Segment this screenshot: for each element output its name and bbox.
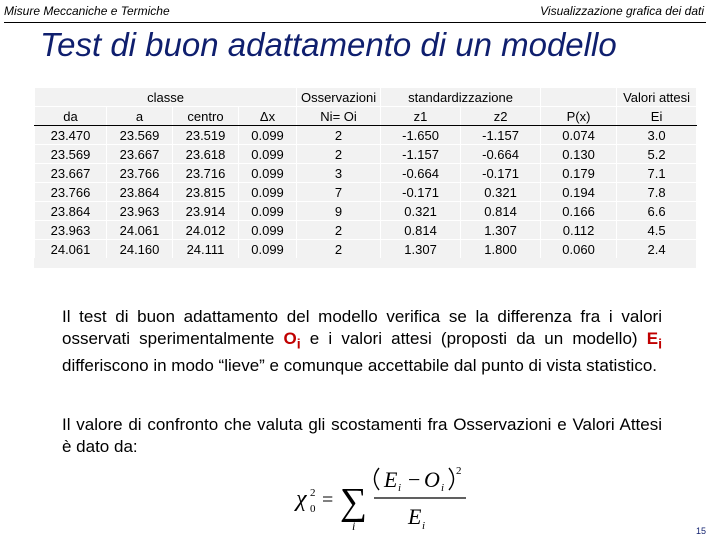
table-cell: 0.321 [461, 183, 541, 202]
observed-letter: O [283, 329, 297, 348]
numerator-E-subscript: i [398, 482, 402, 494]
table-cell: -1.157 [381, 145, 461, 164]
table-cell: 23.470 [35, 126, 107, 145]
numerator-E: E [384, 467, 398, 492]
data-table [34, 88, 697, 258]
table-cell: 0.099 [239, 202, 297, 221]
paragraph1-text-a: Il test di buon adattamento del modello verifica se la differenza fra i valori osservati sperimentalmente [62, 307, 662, 348]
column-header: z2 [461, 107, 541, 126]
table-cell: 1.307 [381, 240, 461, 259]
table-row [35, 240, 697, 259]
table-cell: 23.618 [173, 145, 239, 164]
table-cell: 5.2 [617, 145, 697, 164]
column-header: Ni= Oi [297, 107, 381, 126]
table-cell: 23.667 [35, 164, 107, 183]
equals-sign: = [322, 489, 334, 511]
observed-symbol [283, 329, 301, 353]
chi-subscript: 0 [310, 503, 316, 515]
table-cell: 0.179 [541, 164, 617, 183]
table-cell: 2 [297, 221, 381, 240]
expected-symbol [646, 329, 662, 353]
table-cell: 0.099 [239, 240, 297, 259]
table-cell: 7.8 [617, 183, 697, 202]
table-cell: 2 [297, 145, 381, 164]
table-cell: 0.321 [381, 202, 461, 221]
table-cell: 23.569 [107, 126, 173, 145]
table-cell: 23.963 [107, 202, 173, 221]
table-cell: 0.099 [239, 221, 297, 240]
header-divider [4, 22, 706, 23]
table-cell: 6.6 [617, 202, 697, 221]
table-cell: 1.800 [461, 240, 541, 259]
table-cell: 2 [297, 240, 381, 259]
table-cell: 0.130 [541, 145, 617, 164]
slide-title: Test di buon adattamento di un modello [40, 26, 617, 63]
chi-symbol: χ [296, 486, 307, 512]
table-row [35, 183, 697, 202]
table-cell: 0.099 [239, 164, 297, 183]
table-cell: 23.864 [107, 183, 173, 202]
table-row [35, 145, 697, 164]
column-header: z1 [381, 107, 461, 126]
page-number: 15 [695, 526, 706, 536]
group-header-standardizzazione: standardizzazione [381, 88, 541, 107]
table-row [35, 164, 697, 183]
table-cell: 3 [297, 164, 381, 183]
table-cell: 9 [297, 202, 381, 221]
group-header-osservazioni: Osservazioni [297, 88, 381, 107]
table-body [35, 126, 697, 259]
observed-subscript: i [296, 336, 301, 353]
expected-subscript: i [658, 336, 662, 353]
table-cell: -1.650 [381, 126, 461, 145]
data-table-container [34, 88, 696, 268]
chi-superscript: 2 [310, 487, 316, 499]
table-cell: 23.864 [35, 202, 107, 221]
paragraph1-text-b: e i valori attesi (proposti da un modello) [300, 329, 647, 348]
table-cell: 23.667 [107, 145, 173, 164]
header-section-title: Visualizzazione grafica dei dati [540, 4, 704, 18]
table-cell: 24.111 [173, 240, 239, 259]
table-cell: 2 [297, 126, 381, 145]
table-cell: 0.814 [381, 221, 461, 240]
sigma-subscript: i [352, 519, 356, 533]
table-cell: 0.099 [239, 183, 297, 202]
table-group-header-row [35, 88, 697, 107]
table-cell: 24.061 [35, 240, 107, 259]
paragraph-comparison-value: Il valore di confronto che valuta gli scostamenti fra Osservazioni e Valori Attesi è dato da: [62, 415, 662, 456]
table-cell: 0.194 [541, 183, 617, 202]
table-cell: 23.716 [173, 164, 239, 183]
denominator-E: E [408, 504, 422, 529]
table-cell: 2.4 [617, 240, 697, 259]
table-cell: 23.815 [173, 183, 239, 202]
sigma-symbol: ∑ [340, 481, 368, 523]
table-cell: 23.569 [35, 145, 107, 164]
expected-letter: E [646, 329, 659, 348]
right-paren [449, 468, 454, 490]
column-header: da [35, 107, 107, 126]
table-cell: 0.099 [239, 145, 297, 164]
table-cell: 3.0 [617, 126, 697, 145]
table-cell: 7 [297, 183, 381, 202]
group-header-empty [541, 88, 617, 107]
column-header: a [107, 107, 173, 126]
table-cell: 0.074 [541, 126, 617, 145]
table-row [35, 221, 697, 240]
paragraph-test-description [62, 306, 662, 377]
numerator-superscript: 2 [456, 465, 462, 477]
paragraph1-text-c: differiscono in modo “lieve” e comunque accettabile dal punto di vista statistico. [62, 356, 658, 376]
table-cell: 0.060 [541, 240, 617, 259]
denominator-E-subscript: i [422, 520, 426, 532]
table-cell: 0.099 [239, 126, 297, 145]
table-cell: -0.171 [381, 183, 461, 202]
numerator-O: O [424, 467, 440, 492]
column-header: centro [173, 107, 239, 126]
table-cell: -0.171 [461, 164, 541, 183]
table-cell: 4.5 [617, 221, 697, 240]
minus-sign: − [408, 467, 421, 492]
column-header: P(x) [541, 107, 617, 126]
table-cell: 0.166 [541, 202, 617, 221]
table-header-row [35, 107, 697, 126]
table-row [35, 126, 697, 145]
chi-square-formula [290, 460, 470, 536]
table-cell: 0.814 [461, 202, 541, 221]
table-cell: 23.766 [35, 183, 107, 202]
table-cell: 0.112 [541, 221, 617, 240]
table-cell: 7.1 [617, 164, 697, 183]
table-cell: -0.664 [381, 164, 461, 183]
table-cell: -1.157 [461, 126, 541, 145]
group-header-valori-attesi: Valori attesi [617, 88, 697, 107]
group-header-classe: classe [35, 88, 297, 107]
table-cell: 24.012 [173, 221, 239, 240]
left-paren [375, 468, 380, 490]
table-cell: 23.519 [173, 126, 239, 145]
numerator-O-subscript: i [441, 482, 445, 494]
column-header: Ei [617, 107, 697, 126]
table-cell: 1.307 [461, 221, 541, 240]
table-cell: 24.160 [107, 240, 173, 259]
table-cell: 24.061 [107, 221, 173, 240]
table-cell: -0.664 [461, 145, 541, 164]
table-cell: 23.766 [107, 164, 173, 183]
table-row [35, 202, 697, 221]
header-course-title: Misure Meccaniche e Termiche [4, 4, 170, 18]
table-cell: 23.963 [35, 221, 107, 240]
column-header: Δx [239, 107, 297, 126]
table-cell: 23.914 [173, 202, 239, 221]
